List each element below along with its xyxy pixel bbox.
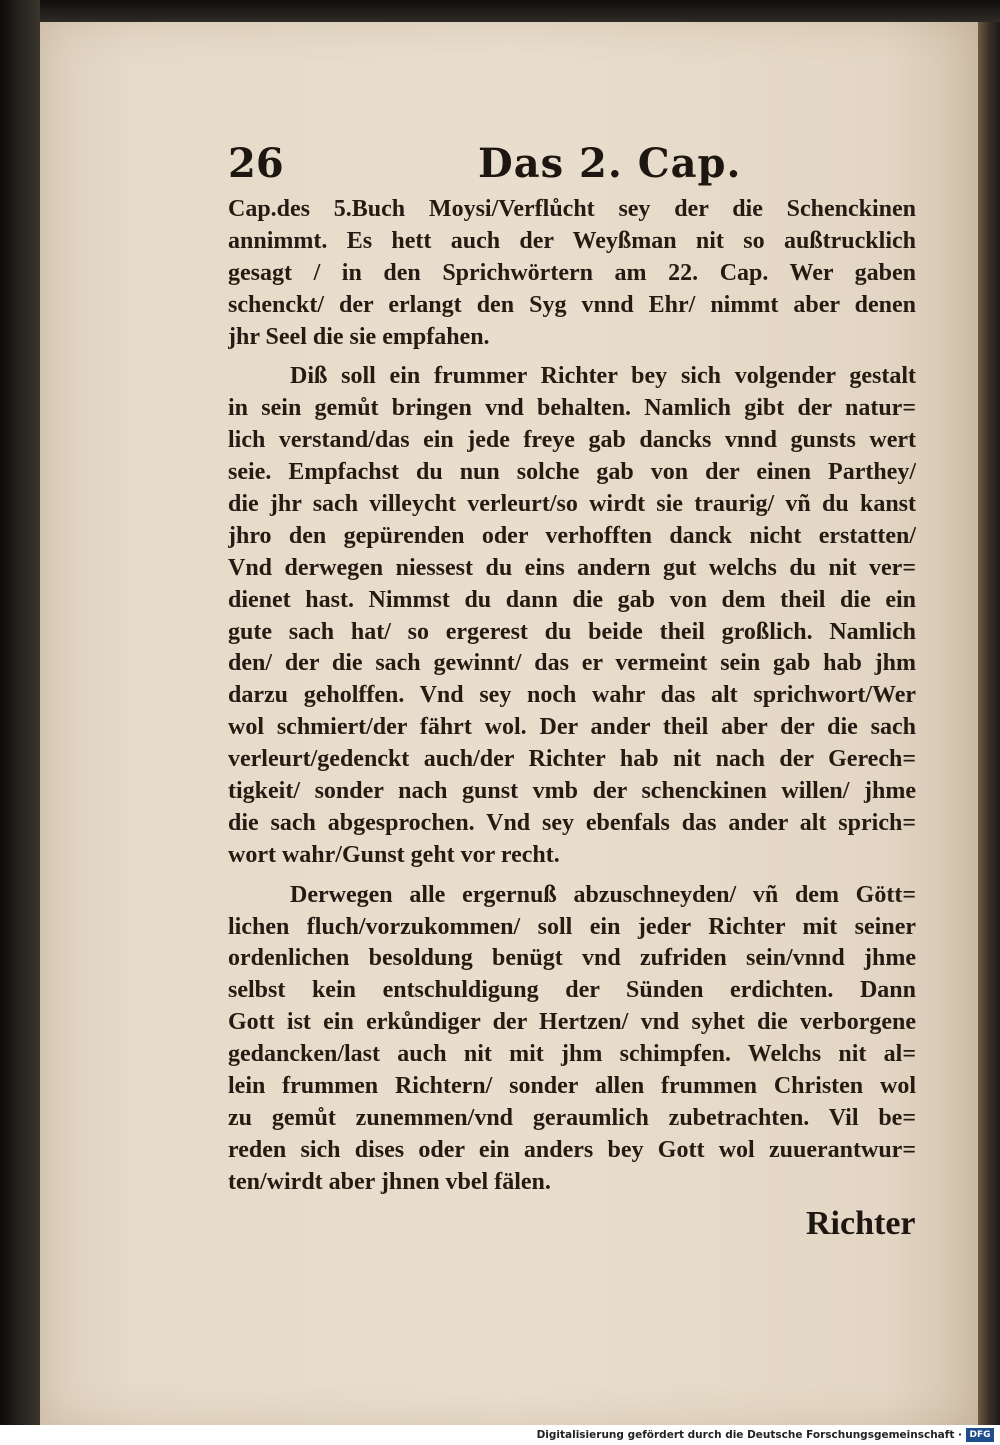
- text-line: in sein gemůt bringen vnd behalten. Namlich gibt der natur=: [228, 395, 916, 422]
- text-line: selbst kein entschuldigung der Sünden erdichten. Dann: [228, 977, 916, 1004]
- text-line: gute sach hat/ so ergerest du beide theil großlich. Namlich: [228, 618, 916, 645]
- page-text: [228, 142, 916, 1199]
- footer-bar: [0, 1425, 1000, 1445]
- funding-credit: Digitalisierung gefördert durch die Deutsche Forschungsgemeinschaft ·: [536, 1429, 962, 1441]
- paragraph: [228, 361, 916, 871]
- dfg-logo-icon: DFG: [966, 1428, 994, 1442]
- text-line: annimmt. Es hett auch der Weyßman nit so außtrucklich: [228, 227, 916, 254]
- paragraph-gap: [228, 353, 916, 361]
- text-line: reden sich dises oder ein anders bey Gott wol zuuerantwur=: [228, 1136, 916, 1163]
- text-line: lich verstand/das ein jede freye gab dancks vnnd gunsts wert: [228, 427, 916, 454]
- text-line: seie. Empfachst du nun solche gab von der einen Parthey/: [228, 459, 916, 486]
- text-line: gedancken/last auch nit mit jhm schimpfen. Welchs nit al=: [228, 1041, 916, 1068]
- book-spine: [0, 0, 40, 1425]
- text-line: wort wahr/Gunst geht vor recht.: [228, 841, 560, 868]
- page-top-edge: [40, 0, 1000, 22]
- text-line: dienet hast. Nimmst du dann die gab von dem theil die ein: [228, 586, 916, 613]
- text-line: Gott ist ein erkůndiger der Hertzen/ vnd syhet die verborgene: [228, 1009, 916, 1036]
- text-line: die jhr sach villeycht verleurt/so wirdt sie traurig/ vñ du kanst: [228, 491, 916, 518]
- paragraph: [228, 880, 916, 1199]
- text-line: Cap.des 5.Buch Moysi/Verflůcht sey der die Schenckinen: [228, 196, 916, 222]
- text-line: lichen fluch/vorzukommen/ soll ein jeder Richter mit seiner: [228, 913, 916, 940]
- text-line: die sach abgesprochen. Vnd sey ebenfals das ander alt sprich=: [228, 809, 916, 836]
- page-header: [228, 142, 916, 194]
- text-line: lein frummen Richtern/ sonder allen frummen Christen wol: [228, 1073, 916, 1100]
- text-line: Derwegen alle ergernuß abzuschneyden/ vñ dem Gött=: [290, 881, 916, 908]
- text-line: Vnd derwegen niessest du eins andern gut welchs du nit ver=: [228, 554, 916, 581]
- text-line: tigkeit/ sonder nach gunst vmb der schenckinen willen/ jhme: [228, 778, 916, 805]
- page-number: 26: [228, 140, 284, 187]
- text-line: Diß soll ein frummer Richter bey sich volgender gestalt: [290, 363, 916, 390]
- paragraph-gap: [228, 872, 916, 880]
- text-line: jhr Seel die sie empfahen.: [228, 323, 490, 350]
- paragraph: [228, 194, 916, 353]
- paragraphs: [228, 194, 916, 1199]
- text-line: verleurt/gedenckt auch/der Richter hab nit nach der Gerech=: [228, 746, 916, 773]
- text-line: zu gemůt zunemmen/vnd geraumlich zubetrachten. Vil be=: [228, 1104, 916, 1131]
- text-line: darzu geholffen. Vnd sey noch wahr das alt sprichwort/Wer: [228, 682, 916, 709]
- text-line: den/ der die sach gewinnt/ das er vermeint sein gab hab jhm: [228, 650, 916, 677]
- text-line: wol schmiert/der fährt wol. Der ander theil aber der die sach: [228, 714, 916, 741]
- text-line: jhro den gepürenden oder verhofften danck nicht erstatten/: [228, 522, 916, 549]
- catchword: Richter: [806, 1205, 916, 1242]
- page-right-edge: [978, 22, 1000, 1425]
- text-line: ten/wirdt aber jhnen vbel fälen.: [228, 1168, 551, 1195]
- text-line: schenckt/ der erlangt den Syg vnnd Ehr/ nimmt aber denen: [228, 291, 916, 318]
- text-line: ordenlichen besoldung benügt vnd zufriden sein/vnnd jhme: [228, 945, 916, 972]
- running-title: Das 2. Cap.: [478, 140, 742, 187]
- text-line: gesagt / in den Sprichwörtern am 22. Cap. Wer gaben: [228, 259, 916, 286]
